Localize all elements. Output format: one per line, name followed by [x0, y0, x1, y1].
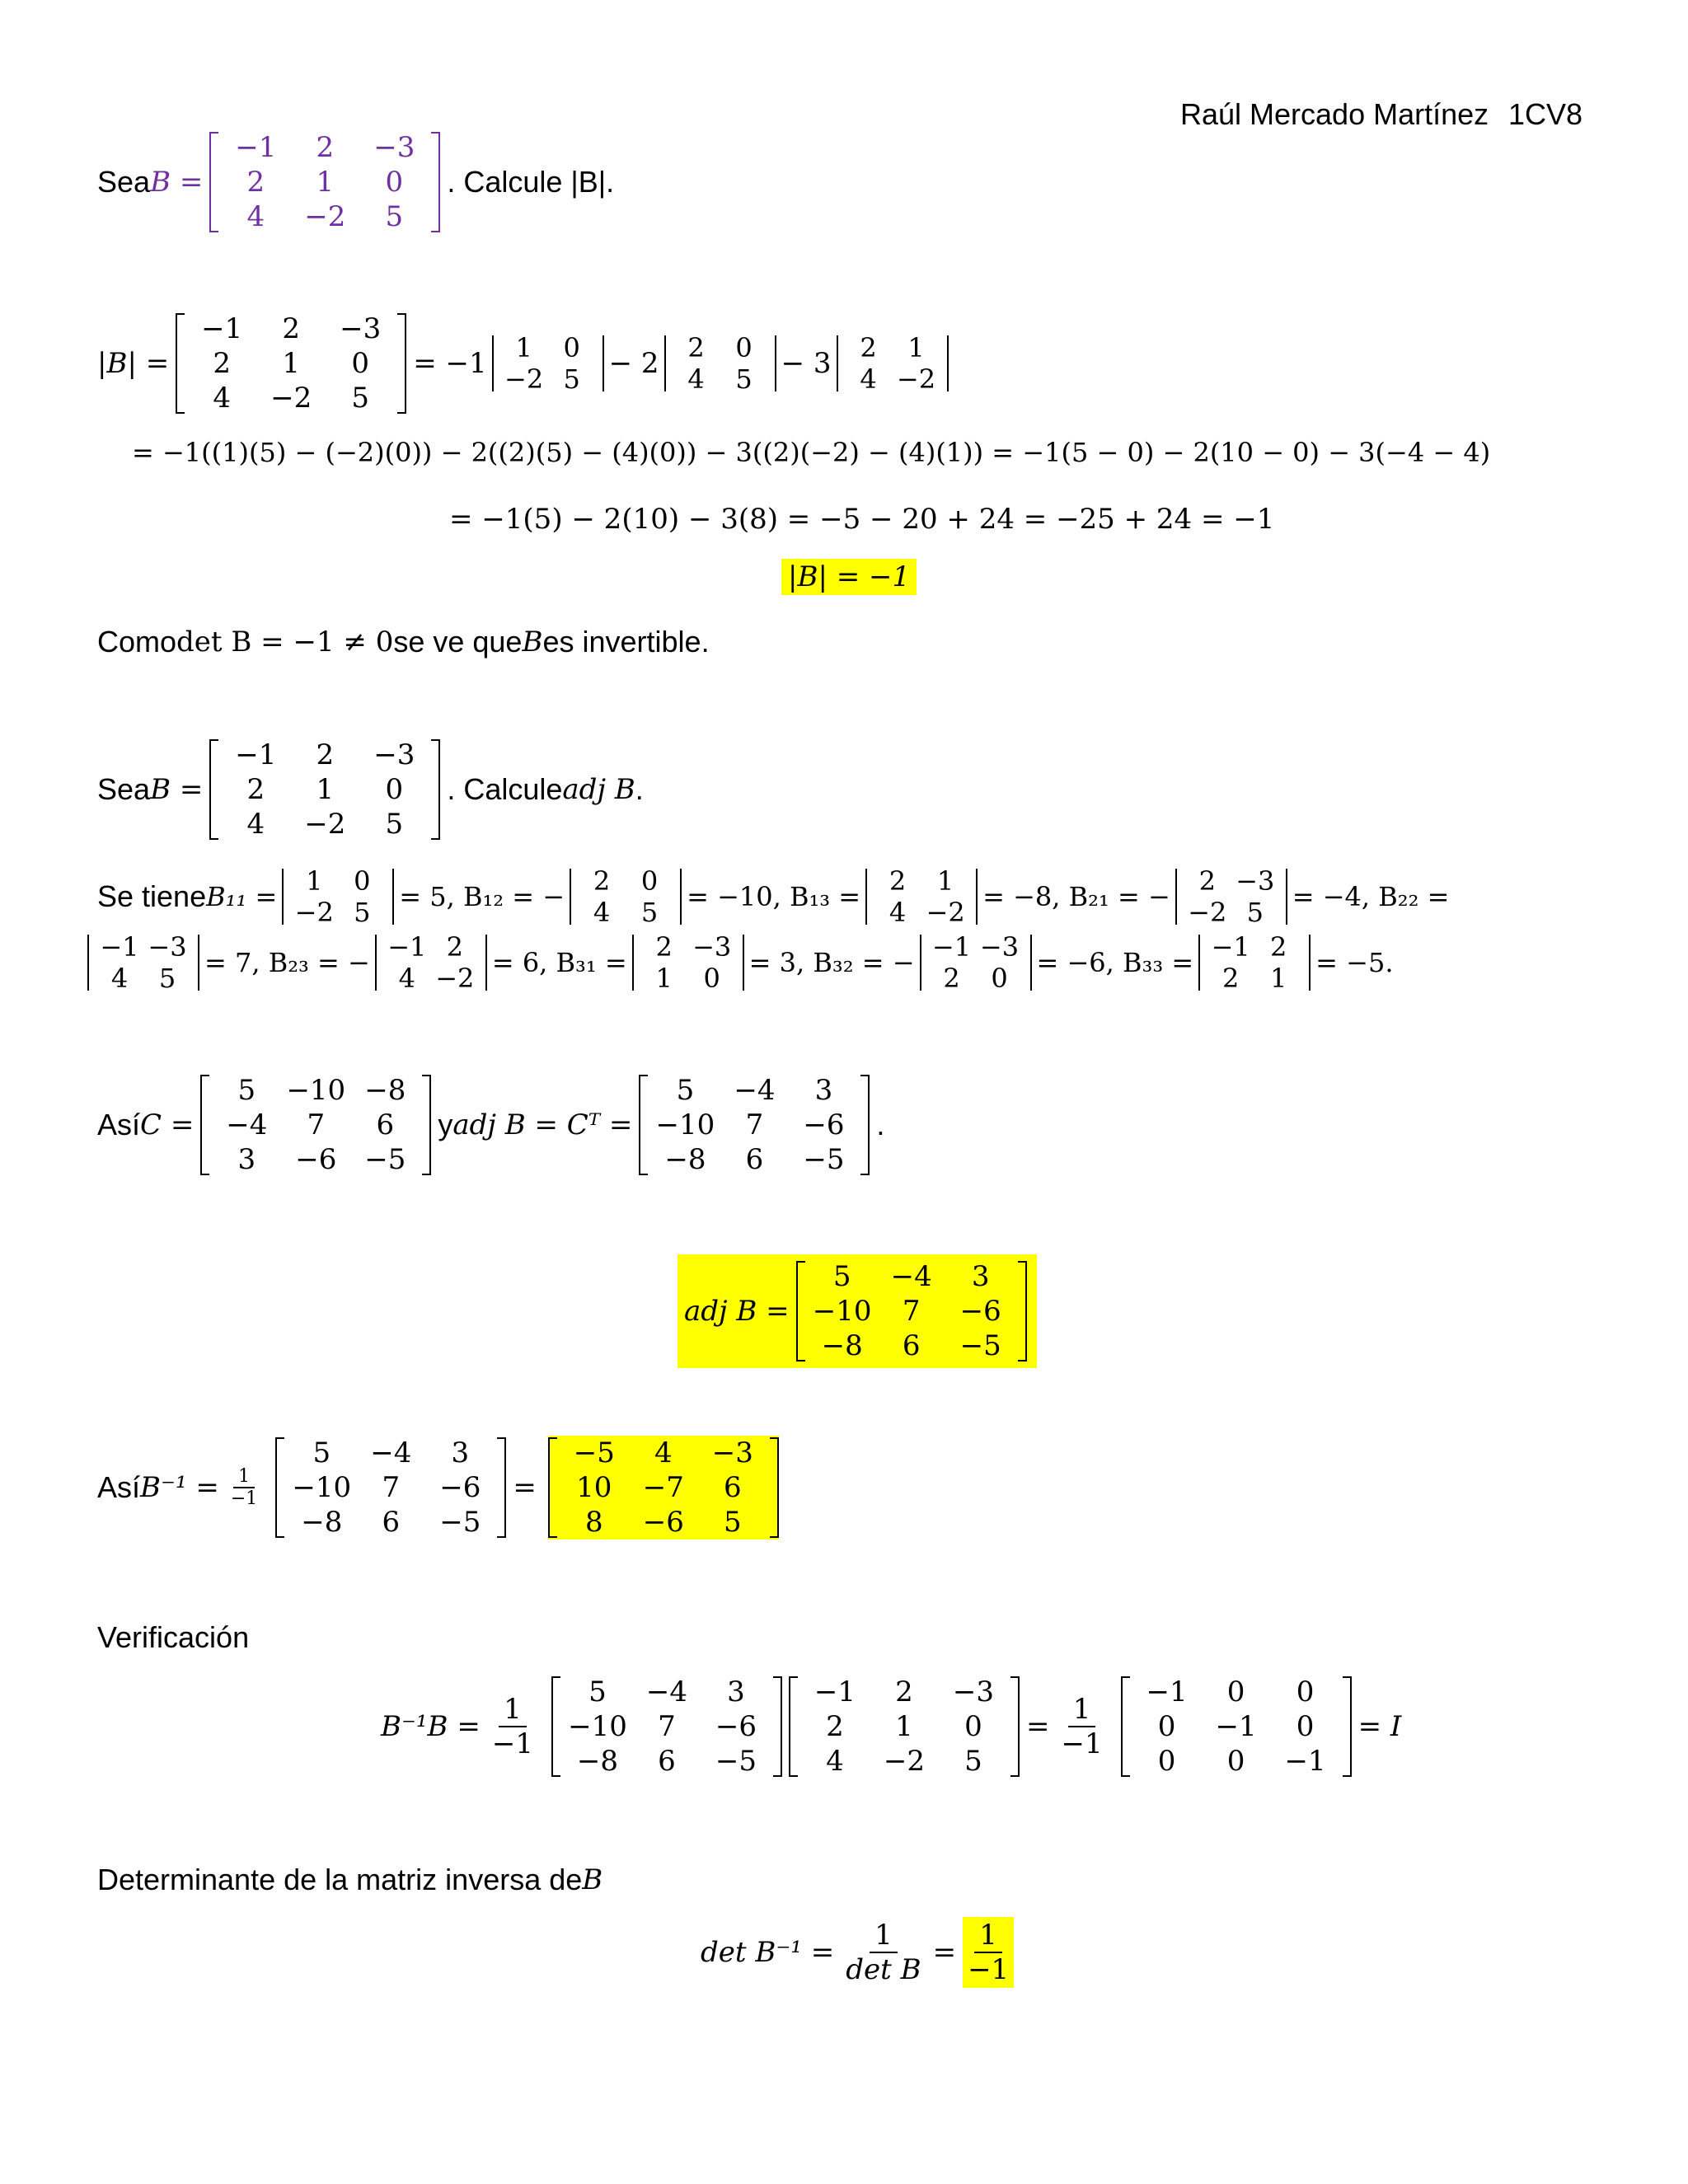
matrix-B-cell: 4 — [246, 808, 265, 841]
minor-b21-cell: 5 — [1246, 897, 1264, 928]
matrix-CT-cell: −5 — [959, 1329, 1001, 1362]
fraction-one-over-neg-one: $\frac{1}{-1}$ — [230, 1466, 258, 1509]
verification-equation: B⁻¹B = $\frac{1}{-1}$ 5 −4 3 −10 7 −6 −8 6 −5 −1 2 −3 2 1 0 4 −2 5 = $\frac{1}{-1}$ −1 0 0 0 −1 0 0 0 −1 = I — [381, 1675, 1402, 1778]
minor-m1-cell: 1 — [515, 332, 532, 363]
minor-m1-cell: 0 — [563, 332, 580, 363]
matrix-CT-cell: −8 — [821, 1329, 863, 1362]
matrix-diag-cell: 0 — [1296, 1675, 1315, 1708]
matrix-B-verif — [789, 1675, 1020, 1779]
minor-b32 — [920, 931, 1032, 994]
cofactors-line-2: −1 −3 4 5 = 7, B₂₃ = − −1 2 4 −2 = 6, B₃₁ = 2 −3 1 0 = 3, B₃₂ = − −1 −3 2 0 = −6, B₃₃ = −1 2 2 1 = −5. — [82, 931, 1393, 994]
minor-m2-cell: 5 — [640, 897, 659, 928]
minor-m3-cell: 1 — [936, 865, 954, 897]
matrix-CT-cell: 3 — [814, 1074, 833, 1107]
matrix-B-cell: 2 — [826, 1710, 844, 1743]
matrix-CT-cell: −5 — [715, 1745, 757, 1778]
matrix-B-cell: −3 — [373, 738, 415, 771]
matrix-CT-cell: 7 — [745, 1108, 764, 1141]
fraction-verification-1: $\frac{1}{-1}$ — [491, 1693, 533, 1760]
minor-m1-cell: 5 — [563, 363, 580, 395]
minor-b23 — [375, 931, 487, 994]
matrix-B-cell: 4 — [826, 1745, 844, 1778]
matrix-B-cell: 0 — [351, 347, 370, 380]
minor-b33-cell: 1 — [1269, 963, 1287, 994]
problem2-statement: Sea B = −1 2 −3 2 1 0 4 −2 5 . Calcule adj B . — [97, 738, 644, 841]
matrix-CT-cell: −10 — [292, 1471, 352, 1504]
matrix-CT-cell: −4 — [370, 1436, 412, 1469]
group-code: 1CV8 — [1508, 97, 1583, 131]
minor-m3-cell: 4 — [860, 363, 877, 395]
matrix-CT — [639, 1073, 870, 1177]
matrix-CT-cell: 7 — [382, 1471, 401, 1504]
minor-m2-cell: 4 — [687, 363, 705, 395]
matrix-CT-cell: −8 — [576, 1745, 619, 1778]
matrix-B-cell: −2 — [883, 1745, 926, 1778]
minor-b31-cell: 2 — [655, 931, 673, 963]
matrix-CT-cell: 3 — [727, 1675, 745, 1708]
matrix-B-cell: 5 — [385, 200, 404, 233]
minor-m2-cell: 5 — [735, 363, 753, 395]
matrix-B-cell: −2 — [304, 200, 346, 233]
expansion-line-3: = −1(5) − 2(10) − 3(8) = −5 − 20 + 24 = −25 + 24 = −1 — [449, 503, 1275, 536]
minor-m3-cell: 2 — [889, 865, 907, 897]
matrix-C-cell: 3 — [237, 1143, 256, 1176]
minor-b33-cell: 2 — [1221, 963, 1240, 994]
minor-m2-cell: 4 — [593, 897, 611, 928]
matrix-B-cell: −1 — [235, 131, 277, 164]
matrix-CT-cell: 5 — [312, 1436, 331, 1469]
matrix-B-cell: 1 — [316, 166, 335, 199]
matrix-CT-cell: −6 — [439, 1471, 481, 1504]
minor-b23-cell: 2 — [446, 931, 463, 963]
matrix-CT-cell: −6 — [715, 1710, 757, 1743]
problem1-statement: Sea B = −1 2 −3 2 1 0 4 −2 5 . Calcule |B|. — [97, 131, 615, 233]
matrix-C-cell: 7 — [307, 1108, 326, 1141]
matrix-B-cell: 2 — [316, 131, 335, 164]
matrix-CT-cell: −4 — [645, 1675, 688, 1708]
matrix-B-cell: 4 — [213, 382, 232, 415]
cofactors-line-1: Se tiene B₁₁ = 1 0 −2 5 = 5, B₁₂ = − 2 0 4 5 = −10, B₁₃ = 2 1 4 −2 = −8, B₂₁ = − 2 −3 −2 5 = −4, B₂₂ = — [97, 865, 1450, 928]
matrix-B-cell: 5 — [385, 808, 404, 841]
minor-b33 — [1198, 931, 1311, 994]
minor-1 — [492, 332, 604, 395]
minor-m1-cell: −2 — [294, 897, 334, 928]
matrix-B-cell: −3 — [340, 312, 382, 345]
matrix-B-cell: 2 — [246, 166, 265, 199]
matrix-B-cell: 2 — [246, 773, 265, 806]
minor-m2-cell: 0 — [735, 332, 753, 363]
matrix-B-p1 — [209, 130, 440, 234]
minor-m1-cell: 1 — [306, 865, 323, 897]
matrix-B-cell: 5 — [351, 382, 370, 415]
matrix-B-cell: 2 — [316, 738, 335, 771]
matrix-B-inverse — [548, 1436, 779, 1540]
cofactor-matrix-line: Así C = 5 −10 −8 −4 7 6 3 −6 −5 y adj B = Cᵀ = 5 −4 3 −10 7 −6 −8 6 −5 . — [97, 1074, 885, 1176]
expansion-line-2: = −1((1)(5) − (−2)(0)) − 2((2)(5) − (4)(0)) − 3((2)(−2) − (4)(1)) = −1(5 − 0) − 2(10 − 0) − 3(−4 − 4) — [132, 437, 1491, 468]
minor-m3-cell: −2 — [896, 363, 936, 395]
matrix-diagonal — [1121, 1675, 1352, 1779]
inverse-line: Así B⁻¹ = $\frac{1}{-1}$ 5 −4 3 −10 7 −6 −8 6 −5 = −5 4 −3 10 −7 6 8 −6 5 — [97, 1436, 785, 1540]
matrix-B-cell: 0 — [964, 1710, 982, 1743]
determinant-expansion: |B| = −1 2 −3 2 1 0 4 −2 5 = −1 1 0 −2 5 − 2 2 0 4 5 − 3 2 1 4 −2 — [97, 312, 954, 415]
matrix-B-cell: 1 — [316, 773, 335, 806]
matrix-CT-cell: 3 — [451, 1436, 470, 1469]
matrix-diag-cell: 0 — [1296, 1710, 1315, 1743]
minor-b21-cell: −3 — [1236, 865, 1275, 897]
matrix-B-cell: −1 — [814, 1675, 856, 1708]
matrix-B-det — [176, 312, 406, 415]
matrix-CT-cell: 6 — [902, 1329, 921, 1362]
minor-b13 — [865, 865, 978, 928]
inverse-determinant-result: $\frac{1}{-1}$ — [963, 1917, 1014, 1988]
minor-m3-cell: 1 — [907, 332, 925, 363]
matrix-B-cell: 0 — [385, 773, 404, 806]
matrix-C-cell: 6 — [376, 1108, 395, 1141]
fraction-one-over-detB: $\frac{1}{\text{det B}}$ — [846, 1919, 921, 1986]
matrix-Binv-cell: 4 — [654, 1436, 673, 1469]
minor-b31-cell: 1 — [655, 963, 673, 994]
minor-b22 — [87, 931, 199, 994]
minor-b23-cell: −1 — [387, 931, 427, 963]
matrix-CT-cell: 6 — [382, 1506, 401, 1539]
minor-b23-cell: 4 — [398, 963, 415, 994]
minor-b33-cell: −1 — [1211, 931, 1250, 963]
fraction-verification-2: $\frac{1}{-1}$ — [1061, 1693, 1103, 1760]
matrix-CT-cell: 5 — [832, 1260, 851, 1293]
matrix-CT-cell: −6 — [803, 1108, 845, 1141]
matrix-CT-cell: 7 — [658, 1710, 676, 1743]
matrix-B-cell: −3 — [373, 131, 415, 164]
matrix-CT-cell: −10 — [568, 1710, 627, 1743]
matrix-C-cell: 5 — [237, 1074, 256, 1107]
minor-b31-cell: 0 — [703, 963, 720, 994]
minor-b22-cell: 5 — [158, 963, 176, 994]
minor-b21-cell: −2 — [1188, 897, 1227, 928]
matrix-C-cell: −6 — [295, 1143, 337, 1176]
minor-b21-cell: 2 — [1198, 865, 1216, 897]
matrix-Binv-cell: 8 — [584, 1506, 603, 1539]
matrix-Binv-cell: −3 — [711, 1436, 753, 1469]
matrix-CT-cell: 5 — [588, 1675, 607, 1708]
matrix-CT-cell: −4 — [890, 1260, 932, 1293]
minor-b23-cell: −2 — [435, 963, 475, 994]
matrix-C-cell: −4 — [226, 1108, 268, 1141]
matrix-CT-cell: 6 — [658, 1745, 676, 1778]
matrix-B-cell: −1 — [235, 738, 277, 771]
matrix-B-cell: 4 — [246, 200, 265, 233]
inverse-determinant-title: Determinante de la matriz inversa de B — [97, 1863, 603, 1896]
matrix-Binv-cell: 5 — [723, 1506, 742, 1539]
minor-b31 — [632, 931, 744, 994]
minor-m2-cell: 2 — [593, 865, 611, 897]
minor-b32-cell: 0 — [991, 963, 1008, 994]
matrix-C-cell: −10 — [286, 1074, 346, 1107]
matrix-CT-cell: −10 — [812, 1295, 872, 1328]
matrix-B-cell: 2 — [213, 347, 232, 380]
matrix-B-cell: −1 — [201, 312, 243, 345]
matrix-B-cell: 1 — [282, 347, 301, 380]
matrix-C-cell: −8 — [364, 1074, 406, 1107]
matrix-diag-cell: 0 — [1226, 1745, 1245, 1778]
matrix-CT-cell: −10 — [655, 1108, 715, 1141]
invertible-statement: Como det B = −1 ≠ 0 se ve que B es invertible. — [97, 625, 710, 658]
matrix-diag-cell: 0 — [1157, 1745, 1176, 1778]
minor-b32-cell: −3 — [979, 931, 1020, 963]
minor-m2-cell: 0 — [640, 865, 659, 897]
minor-m2-cell: 2 — [687, 332, 705, 363]
matrix-C-cell: −5 — [364, 1143, 406, 1176]
minor-b32-cell: 2 — [943, 963, 960, 994]
matrix-CT-cell: −8 — [301, 1506, 343, 1539]
matrix-B-cell: 1 — [895, 1710, 913, 1743]
matrix-diag-cell: −1 — [1146, 1675, 1188, 1708]
minor-m3-cell: 2 — [860, 332, 877, 363]
matrix-Binv-cell: 10 — [576, 1471, 612, 1504]
matrix-CT-cell: 3 — [971, 1260, 990, 1293]
minor-3 — [837, 332, 949, 395]
author-name: Raúl Mercado Martínez — [1180, 97, 1489, 131]
matrix-CT-cell: 7 — [902, 1295, 921, 1328]
matrix-CT-cell: −5 — [803, 1143, 845, 1176]
matrix-adj-B — [796, 1259, 1027, 1363]
matrix-B-cell: 2 — [282, 312, 301, 345]
matrix-B-cell: −3 — [952, 1675, 995, 1708]
determinant-result: |B| = −1 — [781, 559, 917, 595]
minor-b22-cell: −1 — [100, 931, 139, 963]
minor-b21 — [1175, 865, 1287, 928]
matrix-CT-cell: 6 — [745, 1143, 764, 1176]
matrix-B-cell: 2 — [895, 1675, 913, 1708]
minor-b32-cell: −1 — [931, 931, 972, 963]
minor-b31-cell: −3 — [692, 931, 732, 963]
minor-b12 — [570, 865, 682, 928]
minor-b11 — [282, 865, 394, 928]
matrix-CT-cell: −6 — [959, 1295, 1001, 1328]
minor-m3-cell: −2 — [926, 897, 965, 928]
matrix-Binv-cell: −6 — [642, 1506, 684, 1539]
minor-b22-cell: −3 — [148, 931, 187, 963]
matrix-diag-cell: 0 — [1226, 1675, 1245, 1708]
matrix-B-cell: 0 — [385, 166, 404, 199]
matrix-CT-cell: 5 — [676, 1074, 695, 1107]
matrix-B-cell: −2 — [304, 808, 346, 841]
minor-2 — [664, 332, 776, 395]
matrix-B-cell: −2 — [270, 382, 312, 415]
matrix-adj-B-inv — [275, 1436, 506, 1540]
matrix-CT-cell: −4 — [734, 1074, 776, 1107]
matrix-adj-verif — [551, 1675, 782, 1779]
matrix-diag-cell: 0 — [1157, 1710, 1176, 1743]
matrix-B-cell: 5 — [964, 1745, 982, 1778]
verification-title: Verificación — [97, 1620, 250, 1654]
minor-b22-cell: 4 — [110, 963, 129, 994]
adjugate-result: adj B = 5 −4 3 −10 7 −6 −8 6 −5 — [678, 1254, 1037, 1368]
minor-m1-cell: −2 — [504, 363, 544, 395]
matrix-Binv-cell: −7 — [642, 1471, 684, 1504]
matrix-CT-cell: −5 — [439, 1506, 481, 1539]
matrix-C — [200, 1073, 431, 1177]
matrix-B-p2 — [209, 738, 440, 841]
minor-m1-cell: 0 — [354, 865, 371, 897]
matrix-CT-cell: −8 — [664, 1143, 706, 1176]
minor-m3-cell: 4 — [889, 897, 907, 928]
minor-b33-cell: 2 — [1269, 931, 1287, 963]
matrix-Binv-cell: −5 — [573, 1436, 615, 1469]
matrix-Binv-cell: 6 — [723, 1471, 742, 1504]
matrix-diag-cell: −1 — [1215, 1710, 1257, 1743]
matrix-diag-cell: −1 — [1284, 1745, 1326, 1778]
inverse-determinant-equation: det B⁻¹ = $\frac{1}{\text{det B}}$ = $\frac{1}{-1}$ — [701, 1917, 1020, 1988]
minor-m1-cell: 5 — [354, 897, 371, 928]
